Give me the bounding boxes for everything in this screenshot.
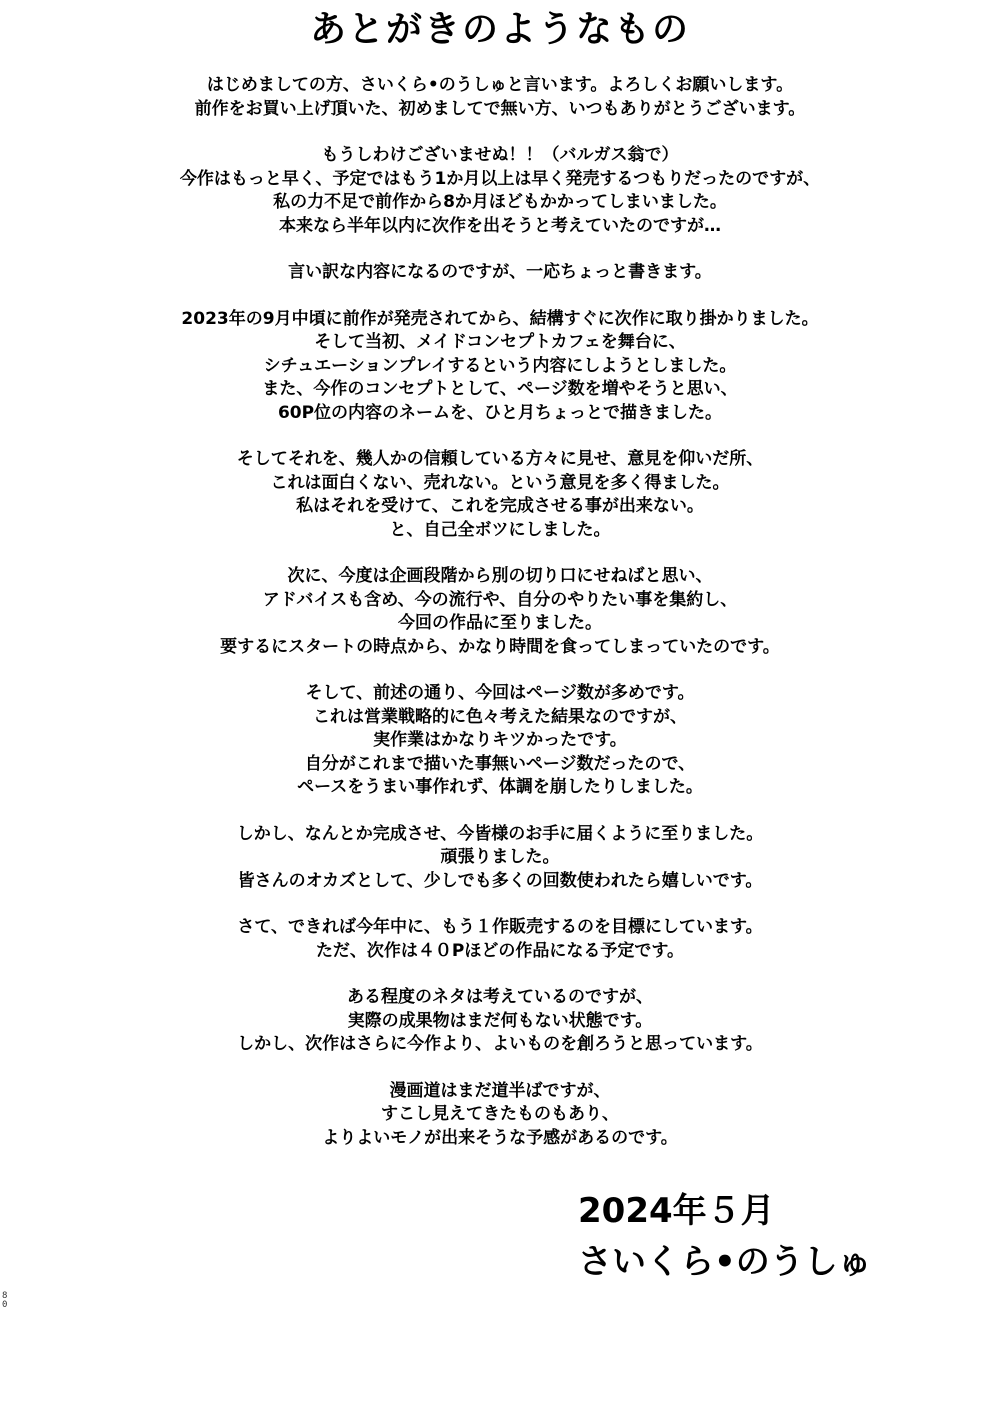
text-line: 私の力不足で前作から8か月ほどもかかってしまいました。 [273, 192, 727, 212]
text-line: はじめましての方、さいくら•のうしゅと言います。よろしくお願いします。 [206, 75, 794, 95]
signature-date: 2024年５月 [578, 1191, 775, 1231]
text-line: 今作はもっと早く、予定ではもう1か月以上は早く発売するつもりだったのですが、 [179, 168, 821, 189]
paragraph-9 [0, 916, 1000, 963]
text-line: 私はそれを受けて、これを完成させる事が出来ない。 [296, 496, 704, 516]
paragraph-7 [0, 682, 1000, 800]
text-line: よりよいモノが出来そうな予感があるのです。 [322, 1127, 678, 1148]
text-line: そしてそれを、幾人かの信頼している方々に見せ、意見を仰いだ所、 [236, 449, 764, 469]
text-line: シチュエーションプレイするという内容にしようとしました。 [263, 355, 737, 376]
paragraph-4 [0, 308, 1000, 426]
paragraph-10 [0, 986, 1000, 1057]
text-line: これは面白くない、売れない。という意見を多く得ました。 [270, 472, 730, 493]
text-line: 言い訳な内容になるのですが、一応ちょっと書きます。 [288, 262, 712, 282]
text-line: 自分がこれまで描いた事無いページ数だったので、 [304, 753, 696, 774]
paragraph-5 [0, 448, 1000, 542]
text-line: ある程度のネタは考えているのですが、 [347, 987, 653, 1007]
text-line: 頑張りました。 [440, 847, 560, 867]
text-line: 今回の作品に至りました。 [398, 613, 602, 633]
text-line: と、自己全ボツにしました。 [389, 519, 611, 540]
signature-author: さいくら•のうしゅ [578, 1242, 872, 1282]
page-number: 80 [2, 1291, 8, 1310]
signature-block [578, 1188, 978, 1286]
paragraph-6 [0, 565, 1000, 659]
text-line: ただ、次作は４０Pほどの作品になる予定です。 [315, 940, 685, 961]
text-line: 前作をお買い上げ頂いた、初めましてで無い方、いつもありがとうございます。 [194, 98, 806, 119]
text-line: もうしわけございませぬ！！（バルガス翁で） [321, 145, 679, 165]
paragraph-11 [0, 1080, 1000, 1151]
afterword-body [0, 74, 1000, 1173]
text-line: 要するにスタートの時点から、かなり時間を食ってしまっていたのです。 [220, 636, 780, 657]
text-line: そして、前述の通り、今回はページ数が多めです。 [305, 683, 695, 703]
text-line: 次に、今度は企画段階から別の切り口にせねばと思い、 [287, 566, 713, 586]
text-line: また、今作のコンセプトとして、ページ数を増やそうと思い、 [262, 379, 738, 399]
paragraph-2 [0, 144, 1000, 238]
text-line: すこし見えてきたものもあり、 [381, 1104, 619, 1124]
text-line: 実際の成果物はまだ何もない状態です。 [347, 1010, 653, 1031]
text-line: しかし、なんとか完成させ、今皆様のお手に届くように至りました。 [236, 823, 764, 844]
text-line: 2023年の9月中頃に前作が発売されてから、結構すぐに次作に取り掛かりました。 [181, 308, 819, 329]
text-line: 実作業はかなりキツかったです。 [373, 730, 627, 750]
text-line: アドバイスも含め、今の流行や、自分のやりたい事を集約し、 [262, 589, 738, 610]
text-line: 本来なら半年以内に次作を出そうと考えていたのですが… [279, 215, 721, 236]
text-line: 60P位の内容のネームを、ひと月ちょっとで描きました。 [277, 402, 723, 423]
text-line: ペースをうまい事作れず、体調を崩したりしました。 [297, 777, 703, 797]
paragraph-8 [0, 823, 1000, 894]
page-title: あとがきのようなもの [309, 9, 690, 50]
paragraph-1 [0, 74, 1000, 121]
paragraph-3 [0, 261, 1000, 285]
text-line: これは営業戦略的に色々考えた結果なのですが、 [313, 706, 687, 727]
text-line: 漫画道はまだ道半ばですが、 [389, 1080, 611, 1101]
text-line: さて、できれば今年中に、もう１作販売するのを目標にしています。 [237, 917, 763, 937]
text-line: 皆さんのオカズとして、少しでも多くの回数使われたら嬉しいです。 [237, 870, 763, 891]
text-line: しかし、次作はさらに今作より、よいものを創ろうと思っています。 [237, 1034, 763, 1054]
text-line: そして当初、メイドコンセプトカフェを舞台に、 [314, 332, 686, 352]
